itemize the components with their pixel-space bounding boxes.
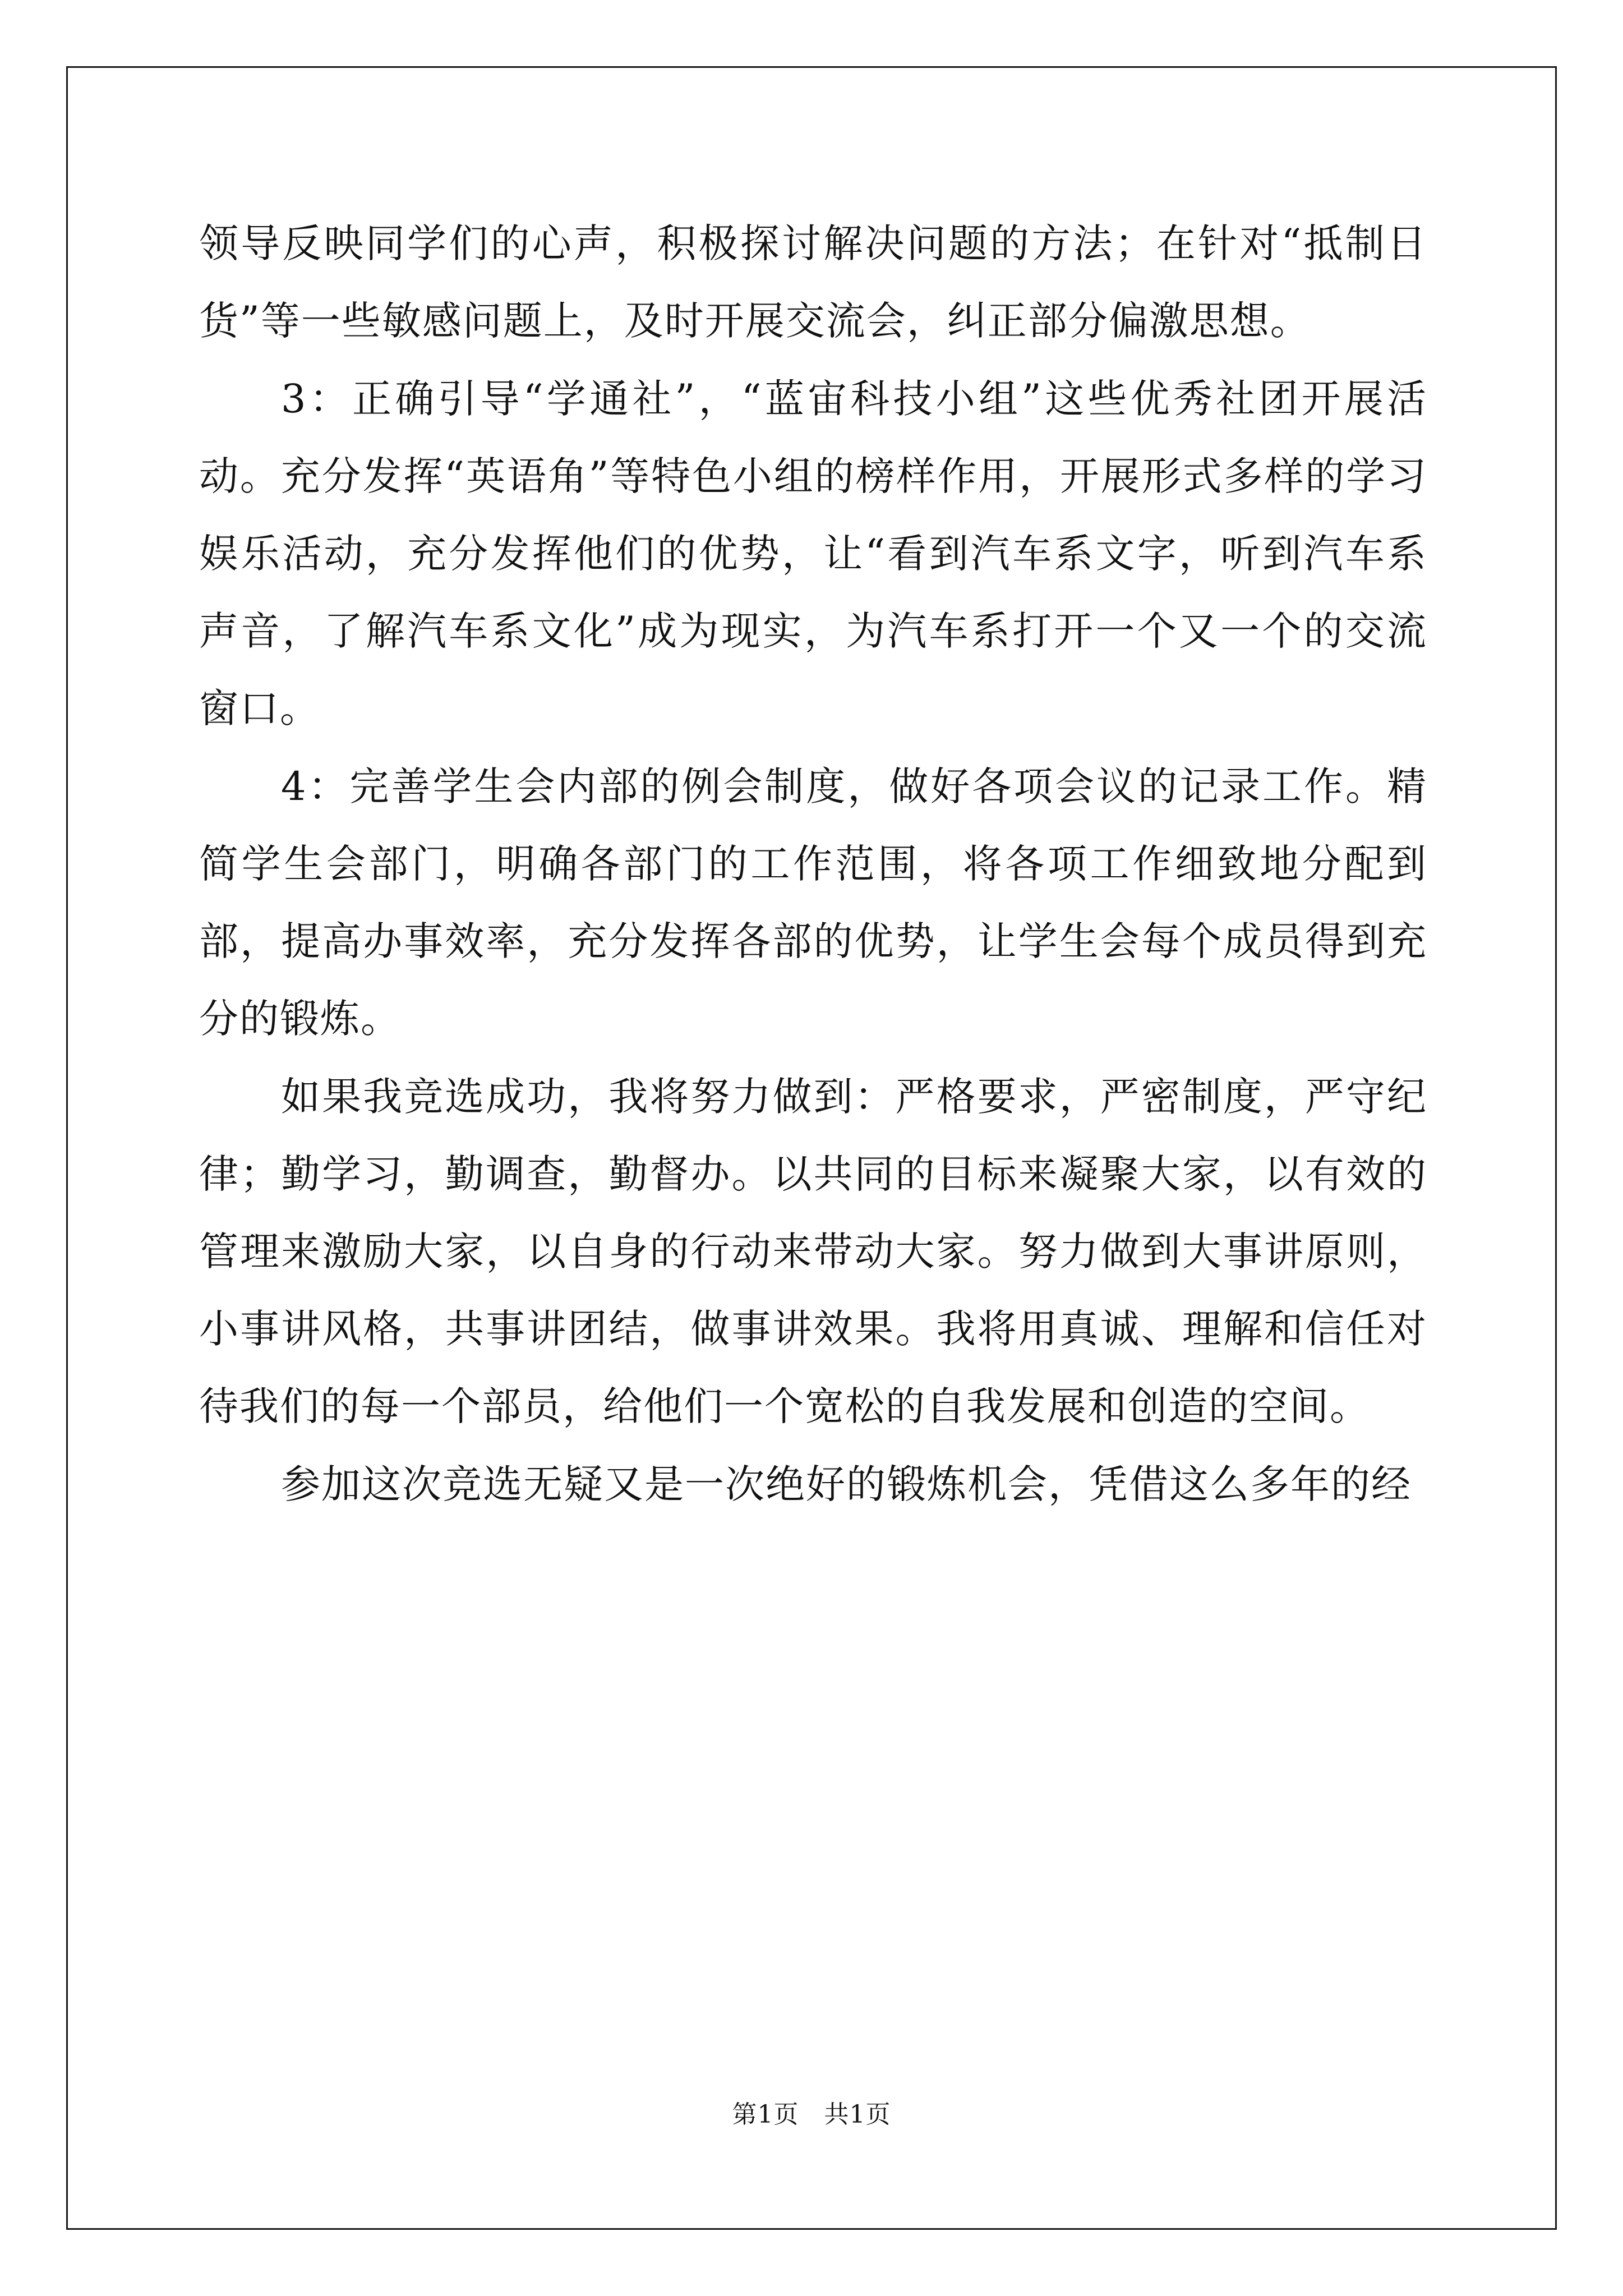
paragraph-4: 如果我竞选成功，我将努力做到：严格要求，严密制度，严守纪律；勤学习，勤调查，勤督办。以共同的目标来凝聚大家，以有效的管理来激励大家，以自身的行动来带动大家。努力做到大事讲原则，小事讲风格，共事讲团结，做事讲效果。我将用真诚、理解和信任对待我们的每一个部员，给他们一个宽松的自我发展和创造的空间。 <box>199 1074 1427 1429</box>
page-footer: 第1页 共1页 <box>732 2100 891 2129</box>
paragraph-2: 3：正确引导“学通社”，“蓝宙科技小组”这些优秀社团开展活动。充分发挥“英语角”等特色小组的榜样作用，开展形式多样的学习娱乐活动，充分发挥他们的优势，让“看到汽车系文字，听到汽车系声音，了解汽车系文化”成为现实，为汽车系打开一个又一个的交流窗口。 <box>199 376 1427 731</box>
paragraph-3: 4：完善学生会内部的例会制度，做好各项会议的记录工作。精简学生会部门，明确各部门的工作范围，将各项工作细致地分配到部，提高办事效率，充分发挥各部的优势，让学生会每个成员得到充分的锻炼。 <box>199 763 1427 1042</box>
paragraph-5: 参加这次竞选无疑又是一次绝好的锻炼机会，凭借这么多年的经 <box>281 1461 1412 1507</box>
paragraph-1: 领导反映同学们的心声，积极探讨解决问题的方法；在针对“抵制日货”等一些敏感问题上，及时开展交流会，纠正部分偏激思想。 <box>199 220 1427 344</box>
document-body <box>199 205 1427 1524</box>
